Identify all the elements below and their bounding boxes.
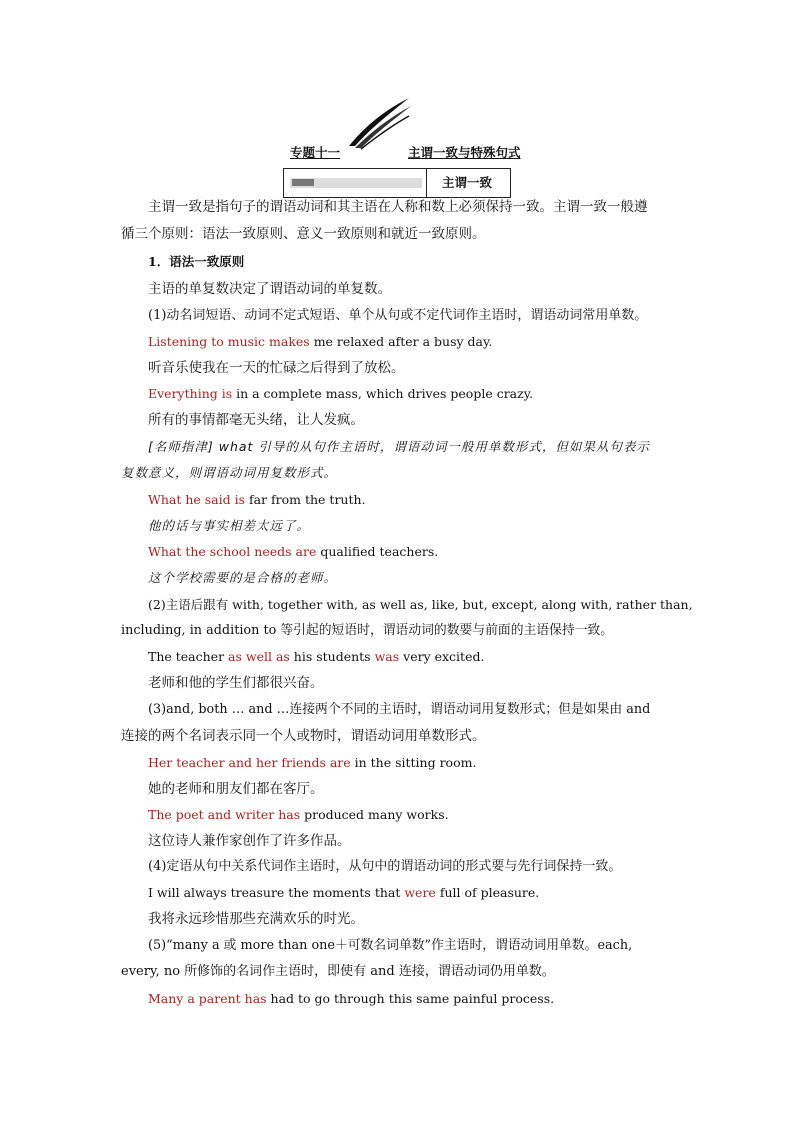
rule-3-line-1: (3)and, both … and …连接两个不同的主语时，谓语动词用复数形式；但是如果由 and	[148, 702, 651, 717]
example-text: full of pleasure.	[435, 885, 540, 900]
example-text: me relaxed after a busy day.	[309, 334, 493, 349]
example-5-translation: 老师和他的学生们都很兴奋。	[148, 675, 324, 691]
rule-5-line-1: (5)“many a 或 more than one＋可数名词单数”作主语时，谓语动词用单数。each,	[148, 938, 633, 953]
highlight: Everything is	[148, 386, 233, 401]
example-text: very excited.	[399, 649, 485, 664]
example-4	[148, 544, 438, 560]
example-6-translation: 她的老师和朋友们都在客厅。	[148, 781, 324, 797]
rule-2-line-1: (2)主语后跟有 with, together with, as well as, like, but, except, along with, rather than,	[148, 597, 693, 612]
highlight: was	[374, 649, 400, 664]
example-text: in the sitting room.	[350, 755, 477, 770]
topic-label: 专题十一	[290, 145, 341, 160]
rule-3-line-2: 连接的两个名词表示同一个人或物时，谓语动词用单数形式。	[121, 728, 486, 744]
tip-line-2: 复数意义，则谓语动词用复数形式。	[121, 465, 338, 480]
highlight: as well as	[228, 649, 290, 664]
example-text: his students	[289, 649, 375, 664]
section-banner-bar	[290, 178, 422, 188]
example-3	[148, 492, 366, 508]
example-3-translation: 他的话与事实相差太远了。	[148, 518, 311, 533]
example-text: produced many works.	[300, 807, 449, 822]
example-text: in a complete mass, which drives people crazy.	[232, 386, 534, 401]
highlight: Listening to music makes	[148, 334, 310, 349]
highlight: were	[404, 885, 436, 900]
highlight: Many a parent has	[148, 991, 267, 1006]
example-text: qualified teachers.	[316, 544, 439, 559]
example-8	[148, 885, 539, 901]
divider	[426, 169, 427, 197]
section-tag	[292, 179, 314, 186]
example-6	[148, 755, 476, 771]
example-4-translation: 这个学校需要的是合格的老师。	[148, 570, 338, 585]
example-text: The teacher	[148, 649, 229, 664]
example-8-translation: 我将永远珍惜那些充满欢乐的时光。	[148, 911, 364, 927]
rule-1: (1)动名词短语、动词不定式短语、单个从句或不定代词作主语时，谓语动词常用单数。	[148, 308, 648, 323]
example-9	[148, 991, 554, 1007]
rule-2-line-2: including, in addition to 等引起的短语时，谓语动词的数要与前面的主语保持一致。	[121, 623, 614, 638]
page-title	[290, 143, 550, 161]
example-text: I will always treasure the moments that	[148, 885, 405, 900]
example-2	[148, 386, 533, 402]
section-heading: 1．语法一致原则	[148, 254, 245, 269]
rule-4: (4)定语从句中关系代词作主语时，从句中的谓语动词的形式要与先行词保持一致。	[148, 859, 622, 874]
rule-5-line-2: every, no 所修饰的名词作主语时，即使有 and 连接，谓语动词仍用单数。	[121, 964, 555, 979]
highlight: What the school needs are	[148, 544, 317, 559]
example-5	[148, 649, 484, 665]
highlight: What he said is	[148, 492, 246, 507]
quill-logo-icon	[345, 96, 413, 150]
intro-line-1: 主谓一致是指句子的谓语动词和其主语在人称和数上必须保持一致。主谓一致一般遵	[148, 199, 648, 215]
example-text: far from the truth.	[245, 492, 366, 507]
section-label: 主谓一致	[442, 175, 493, 190]
topic-title: 主谓一致与特殊句式	[408, 145, 521, 160]
intro-line-2: 循三个原则：语法一致原则、意义一致原则和就近一致原则。	[121, 226, 486, 242]
example-7-translation: 这位诗人兼作家创作了许多作品。	[148, 833, 351, 849]
tip-line-1: [名师指津] what 引导的从句作主语时，谓语动词一般用单数形式，但如果从句表示	[148, 439, 650, 454]
highlight: Her teacher and her friends are	[148, 755, 351, 770]
section-desc: 主语的单复数决定了谓语动词的单复数。	[148, 281, 391, 297]
example-text: had to go through this same painful process.	[266, 991, 555, 1006]
example-2-translation: 所有的事情都毫无头绪，让人发疯。	[148, 412, 364, 428]
example-1-translation: 听音乐使我在一天的忙碌之后得到了放松。	[148, 360, 405, 376]
highlight: The poet and writer has	[148, 807, 301, 822]
section-header-box	[283, 168, 511, 198]
example-1	[148, 334, 492, 350]
example-7	[148, 807, 449, 823]
